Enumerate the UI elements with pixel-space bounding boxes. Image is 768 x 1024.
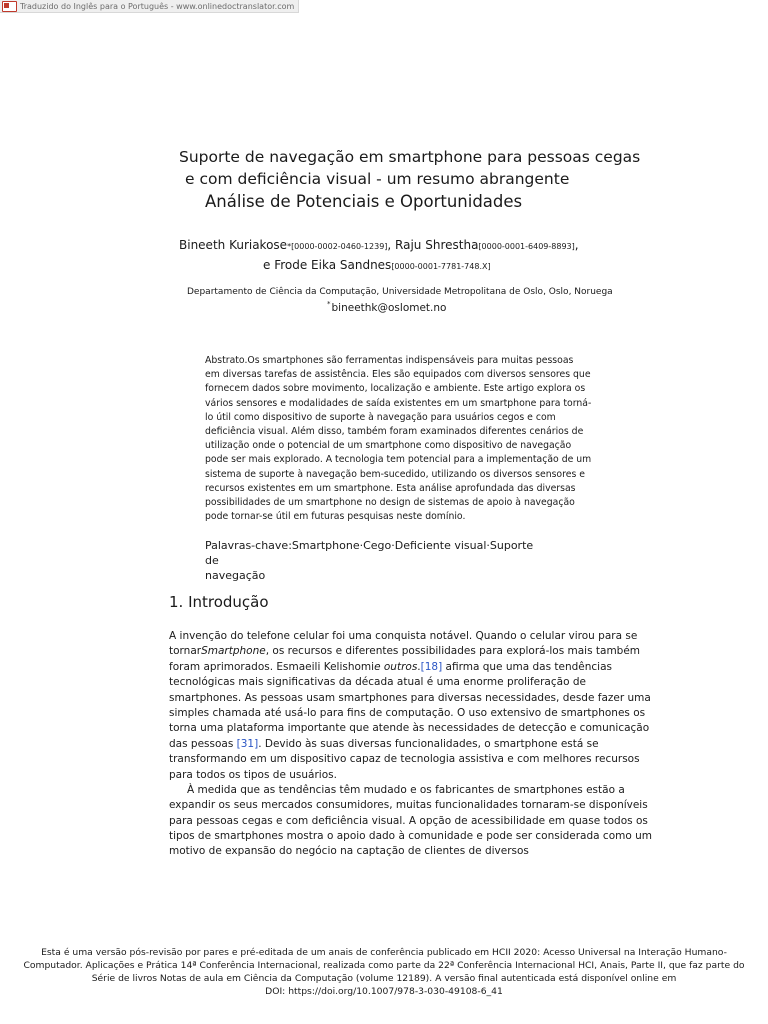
body-line: tecnológicas mais significativas da década atual é uma enorme proliferação de — [169, 676, 586, 689]
title-line-1: Suporte de navegação em smartphone para pessoas cegas — [179, 148, 641, 166]
abstract-line: utilização onde o potencial de um smartphone como dispositivo de navegação — [205, 440, 572, 452]
body-line: smartphones. As pessoas usam smartphones para diversas necessidades, desde fazer uma — [169, 691, 651, 704]
abstract-line: possibilidades de um smartphone no design de sistemas de apoio à navegação — [205, 496, 575, 508]
body-text-run: , os recursos e diferentes possibilidades para explorá-los mais também — [265, 645, 641, 658]
abstract-line: lo útil como dispositivo de suporte à navegação para usuários cegos e com — [205, 411, 556, 423]
body-line: torna uma plataforma importante que atende às necessidades de detecção e comunicação — [169, 722, 650, 735]
footnote-line: Esta é uma versão pós-revisão por pares e pré-editada de um anais de conferência publicado em HCII 2020: Acesso Universal na Interação Humano- — [41, 947, 727, 958]
author-name: e Frode Eika Sandnes — [263, 258, 392, 272]
footnote-line: Série de livros Notas de aula em Ciência da Computação (volume 12189). A versão final autenticada está disponível online em — [91, 973, 677, 984]
abstract-line: sistema de suporte à navegação bem-sucedido, utilizando os diversos sensores e — [205, 468, 585, 480]
body-line: simples chamada até usá-lo para fins de computação. O uso extensivo de smartphones os — [169, 706, 646, 719]
body-line — [169, 660, 613, 675]
body-line: tipos de smartphones mostra o apoio dado à comunidade e pode ser considerada como um — [169, 830, 652, 843]
body-italic-run: e outros — [374, 660, 418, 673]
body-line: expandir os seus mercados consumidores, muitas funcionalidades tornaram-se disponíveis — [169, 799, 648, 812]
body-text-run: . — [417, 660, 421, 673]
body-line: para todos os tipos de usuários. — [169, 768, 337, 781]
translator-banner[interactable] — [0, 0, 299, 13]
body-italic-run: Smartphone — [201, 645, 266, 658]
doi-line[interactable]: DOI: https://doi.org/10.1007/978-3-030-49108-6_41 — [265, 986, 503, 997]
title-line-3: Análise de Potenciais e Oportunidades — [205, 192, 523, 211]
abstract-line: pode ser mais explorado. A tecnologia tem potencial para a implementação de um — [205, 454, 592, 466]
email-line — [327, 300, 446, 314]
body-line: transformando em um dispositivo capaz de tecnologia assistiva e com melhores recursos — [169, 753, 640, 766]
publication-footnote — [0, 946, 768, 998]
author-orcid: [0000-0001-7781-748.X] — [391, 262, 491, 271]
abstract — [205, 354, 592, 524]
section-heading: 1. Introdução — [169, 593, 269, 611]
citation-link-18[interactable]: [18] — [420, 660, 443, 673]
introduction-body — [169, 629, 652, 860]
abstract-line: Abstrato.Os smartphones são ferramentas indispensáveis para muitas pessoas — [205, 355, 574, 366]
body-line: para pessoas cegas e com deficiência visual. A opção de acessibilidade em quase todos os — [169, 814, 648, 827]
keywords — [205, 538, 535, 583]
body-line: À medida que as tendências têm mudado e os fabricantes de smartphones estão a — [187, 783, 625, 796]
abstract-line: recursos existentes em um smartphone. Esta análise aprofundada das diversas — [205, 482, 576, 494]
abstract-line: deficiência visual. Além disso, também foram examinados diferentes cenários de — [205, 425, 584, 437]
email-address: bineethk@oslomet.no — [331, 302, 447, 314]
abstract-line: pode tornar-se útil em futuras pesquisas neste domínio. — [205, 511, 466, 523]
body-line: A invenção do telefone celular foi uma conquista notável. Quando o celular virou para se — [169, 630, 638, 642]
footnote-line: Computador. Aplicações e Prática 14ª Conferência Internacional, realizada como parte da 22ª Conferência Internacional HCI, Anais, Parte II, que faz parte do — [23, 960, 745, 971]
translator-banner-text[interactable]: Traduzido do Inglês para o Português - www.onlinedoctranslator.com — [20, 1, 295, 11]
keywords-line-1: Palavras-chave:Smartphone·Cego·Deficiente visual·Suporte de — [205, 539, 534, 567]
affiliation: Departamento de Ciência da Computação, Universidade Metropolitana de Oslo, Oslo, Noruega — [187, 287, 613, 297]
keywords-line-2: navegação — [205, 569, 266, 582]
body-line — [169, 644, 641, 659]
author-name: Bineeth Kuriakose — [179, 238, 288, 252]
body-text-run: tornar — [169, 645, 202, 658]
abstract-line: vários sensores e modalidades de saída existentes em um smartphone para torná- — [205, 397, 592, 409]
body-line — [169, 737, 609, 752]
authors-line-1 — [179, 238, 579, 252]
body-line: motivo de expansão do negócio na captação de clientes de diversos — [169, 845, 529, 858]
corresponding-marker: * — [327, 300, 331, 308]
author-separator: , — [574, 238, 579, 252]
translator-logo-icon — [2, 1, 17, 12]
author-separator: , — [387, 238, 396, 252]
abstract-line: fornecem dados sobre movimento, localização e ambiente. Este artigo explora os — [205, 383, 586, 395]
author-orcid: [0000-0001-6409-8893] — [478, 242, 575, 251]
body-text-run: das pessoas — [169, 737, 237, 750]
body-text-run: foram aprimorados. Esmaeili Kelishomi — [169, 660, 375, 673]
body-text-run: afirma que uma das tendências — [442, 660, 613, 673]
citation-link-31[interactable]: [31] — [236, 737, 259, 750]
author-name: Raju Shrestha — [395, 238, 479, 252]
abstract-line: em diversas tarefas de assistência. Eles são equipados com diversos sensores que — [205, 369, 591, 381]
body-text-run: . Devido às suas diversas funcionalidades, o smartphone está se — [258, 737, 599, 750]
authors-line-2 — [263, 258, 491, 272]
author-orcid: *[0000-0002-0460-1239] — [287, 242, 388, 251]
title-line-2: e com deficiência visual - um resumo abrangente — [185, 170, 570, 188]
